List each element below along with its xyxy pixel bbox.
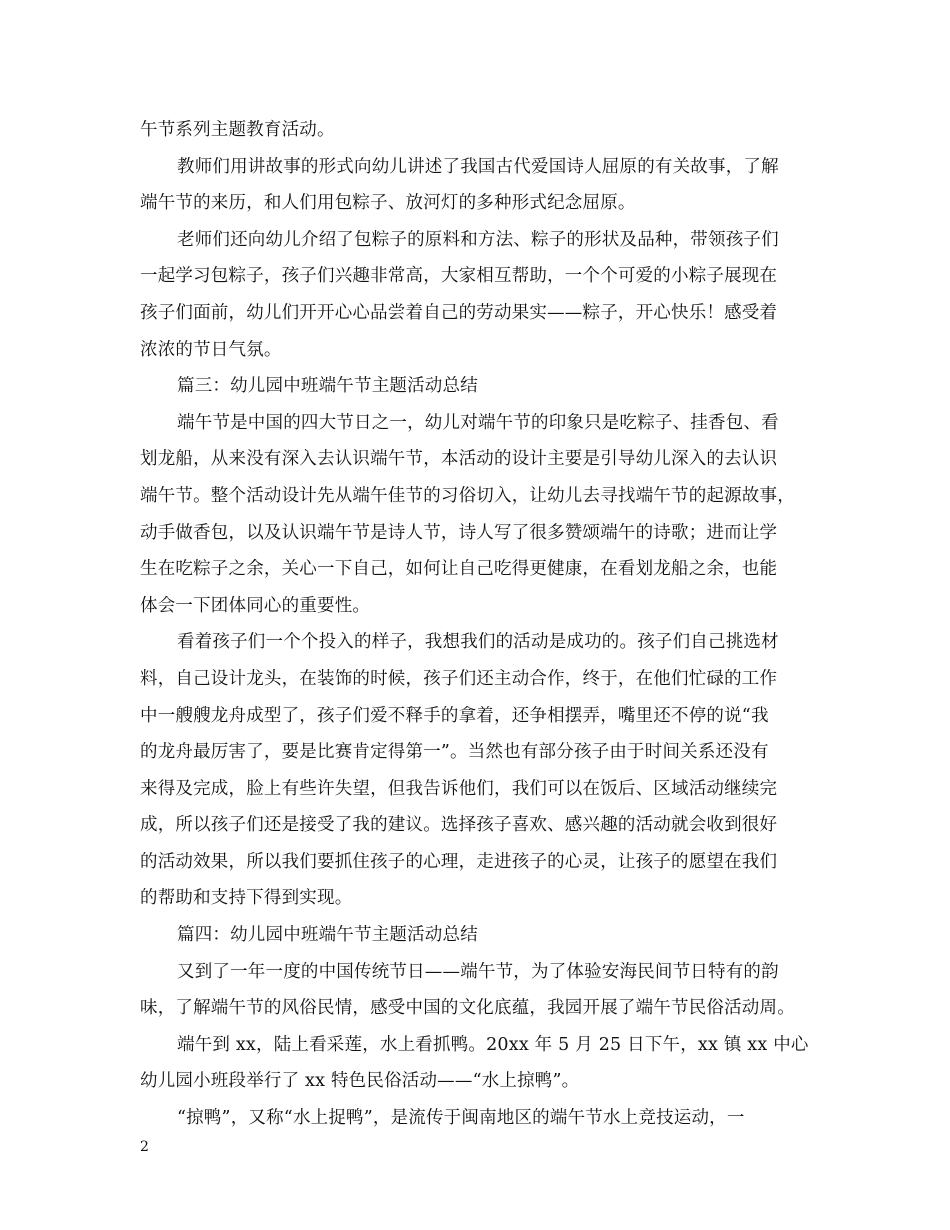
page-number: 2 (140, 1139, 149, 1155)
text-line: 又到了一年一度的中国传统节日——端午节，为了体验安海民间节日特有的韵 (177, 961, 779, 982)
text-line: 教师们用讲故事的形式向幼儿讲述了我国古代爱国诗人屈原的有关故事，了解 (177, 156, 779, 177)
text-line: 一起学习包粽子，孩子们兴趣非常高，大家相互帮助，一个个可爱的小粽子展现在 (140, 266, 778, 287)
text-line: 体会一下团体同心的重要性。 (140, 595, 371, 616)
text-line: 生在吃粽子之余，关心一下自己，如何让自己吃得更健康，在看划龙船之余，也能 (140, 559, 778, 580)
text-line: 的活动效果，所以我们要抓住孩子的心理，走进孩子的心灵，让孩子的愿望在我们 (140, 851, 778, 872)
text-line: 老师们还向幼儿介绍了包粽子的原料和方法、粽子的形状及品种，带领孩子们 (177, 229, 779, 250)
text-line: 端午节。整个活动设计先从端午佳节的习俗切入，让幼儿去寻找端午节的起源故事， (140, 485, 795, 506)
text-line: 端午节是中国的四大节日之一，幼儿对端午节的印象只是吃粽子、挂香包、看 (177, 412, 779, 433)
text-line: 来得及完成，脸上有些许失望，但我告诉他们，我们可以在饭后、区域活动继续完 (140, 778, 778, 799)
text-line: 味，了解端午节的风俗民情，感受中国的文化底蕴，我园开展了端午节民俗活动周。 (140, 998, 795, 1019)
text-line: 动手做香包，以及认识端午节是诗人节，诗人写了很多赞颂端午的诗歌；进而让学 (140, 522, 778, 543)
text-line: 篇三：幼儿园中班端午节主题活动总结 (177, 376, 478, 397)
text-line: 午节系列主题教育活动。 (140, 120, 335, 140)
text-line: 料，自己设计龙头，在装饰的时候，孩子们还主动合作，终于，在他们忙碌的工作 (140, 668, 778, 689)
text-line: 成，所以孩子们还是接受了我的建议。选择孩子喜欢、感兴趣的活动就会收到很好 (140, 815, 778, 836)
text-line: 的龙舟最厉害了，要是比赛肯定得第一”。当然也有部分孩子由于时间关系还没有 (140, 742, 769, 763)
body-text (140, 112, 812, 1137)
text-line: 端午节的来历，和人们用包粽子、放河灯的多种形式纪念屈原。 (140, 193, 636, 214)
text-line: 中一艘艘龙舟成型了，孩子们爱不释手的拿着，还争相摆弄，嘴里还不停的说“我 (140, 705, 769, 726)
text-line: 篇四：幼儿园中班端午节主题活动总结 (177, 925, 478, 946)
text-line: 浓浓的节日气氛。 (140, 339, 282, 360)
text-line: 划龙船，从来没有深入去认识端午节，本活动的设计主要是引导幼儿深入的去认识 (140, 449, 778, 470)
text-line: 孩子们面前，幼儿们开开心心品尝着自己的劳动果实——粽子，开心快乐！感受着 (140, 302, 778, 323)
text-line: 的帮助和支持下得到实现。 (140, 888, 353, 909)
text-line: 看着孩子们一个个投入的样子，我想我们的活动是成功的。孩子们自己挑选材 (177, 632, 779, 653)
text-line: 端午到 xx，陆上看采莲，水上看抓鸭。20xx 年 5 月 25 日下午，xx 镇 xx 中心 (177, 1034, 809, 1055)
text-line: “掠鸭”，又称“水上捉鸭”，是流传于闽南地区的端午节水上竞技运动，一 (177, 1108, 745, 1129)
text-line: 幼儿园小班段举行了 xx 特色民俗活动——“水上掠鸭”。 (140, 1071, 580, 1092)
